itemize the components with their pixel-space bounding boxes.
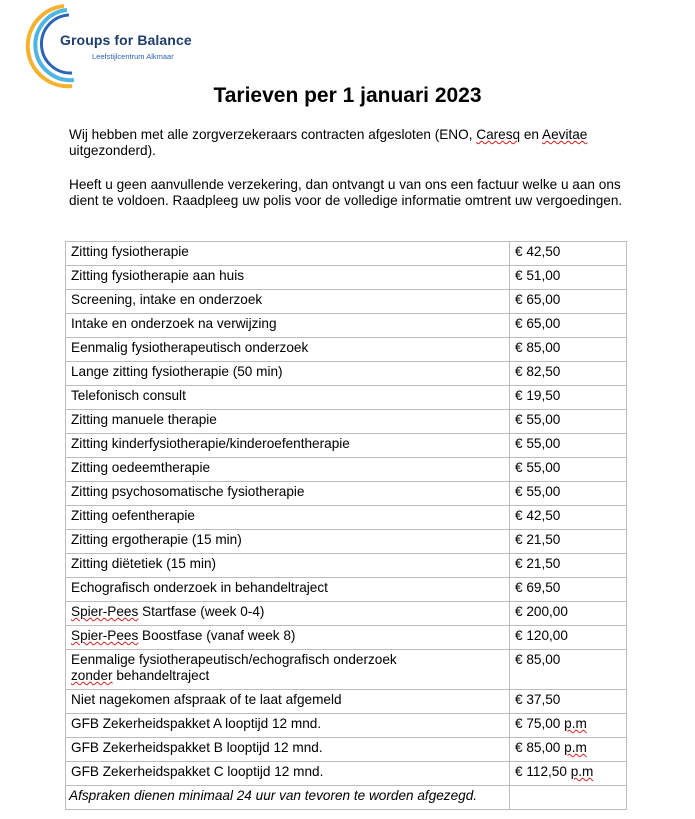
rate-item-brand: Spier-Pees: [71, 604, 139, 619]
rate-price: € 21,50: [510, 554, 627, 578]
rate-item: Zitting kinderfysiotherapie/kinderoefentherapie: [66, 434, 510, 458]
rate-price: € 85,00: [510, 650, 627, 690]
rate-item: Zitting psychosomatische fysiotherapie: [66, 482, 510, 506]
rate-price: € 19,50: [510, 386, 627, 410]
rate-item-text: Startfase (week 0-4): [138, 604, 265, 619]
table-row: [66, 266, 627, 290]
rate-item: Zitting diëtetiek (15 min): [66, 554, 510, 578]
insurer-aevitae: Aevitae: [542, 127, 588, 142]
rate-price: [510, 786, 627, 810]
table-row: [66, 714, 627, 738]
table-row: [66, 738, 627, 762]
rate-item-brand: Spier-Pees: [71, 628, 139, 643]
rate-price: € 55,00: [510, 434, 627, 458]
rate-item: Echografisch onderzoek in behandeltraject: [66, 578, 510, 602]
page-title: Tarieven per 1 januari 2023: [213, 84, 482, 107]
table-row: [66, 290, 627, 314]
logo-subtitle: Leefstijlcentrum Alkmaar: [92, 52, 174, 61]
intro-text: Wij hebben met alle zorgverzekeraars contracten afgesloten (ENO,: [69, 127, 477, 142]
rate-price: € 65,00: [510, 290, 627, 314]
rate-price: € 65,00: [510, 314, 627, 338]
table-row: [66, 314, 627, 338]
rate-item-word: zonder: [71, 668, 113, 683]
footer-note: Afspraken dienen minimaal 24 uur van tevoren te worden afgezegd.: [69, 788, 478, 803]
table-row: [66, 690, 627, 714]
rate-price-amount: € 85,00: [515, 740, 565, 755]
table-row: [66, 242, 627, 266]
rate-price: [510, 738, 627, 762]
table-row: [66, 362, 627, 386]
rate-item: [66, 626, 510, 650]
intro-text: uitgezonderd).: [69, 143, 156, 158]
rate-item: [66, 650, 510, 690]
rate-price: [510, 714, 627, 738]
rate-price: € 21,50: [510, 530, 627, 554]
rate-price: € 51,00: [510, 266, 627, 290]
rate-item: GFB Zekerheidspakket A looptijd 12 mnd.: [66, 714, 510, 738]
rate-price: € 42,50: [510, 242, 627, 266]
table-row: [66, 506, 627, 530]
rate-item: Lange zitting fysiotherapie (50 min): [66, 362, 510, 386]
rate-price-unit: p.m: [564, 716, 587, 731]
table-row: [66, 458, 627, 482]
rate-price: [510, 762, 627, 786]
logo-name: Groups for Balance: [60, 32, 192, 48]
rate-item: Screening, intake en onderzoek: [66, 290, 510, 314]
rate-item: GFB Zekerheidspakket C looptijd 12 mnd.: [66, 762, 510, 786]
table-row: [66, 410, 627, 434]
rate-price: € 120,00: [510, 626, 627, 650]
table-row: [66, 530, 627, 554]
rate-price: € 85,00: [510, 338, 627, 362]
rates-table: [65, 241, 627, 810]
rate-item: Intake en onderzoek na verwijzing: [66, 314, 510, 338]
table-row: [66, 626, 627, 650]
rate-price: € 200,00: [510, 602, 627, 626]
intro-paragraph-invoice: Heeft u geen aanvullende verzekering, dan ontvangt u van ons een factuur welke u aan ons dient te voldoen. Raadpleeg uw polis voor de volledige informatie omtrent uw vergoedingen.: [69, 177, 623, 208]
rate-item: Zitting manuele therapie: [66, 410, 510, 434]
rate-price-unit: p.m: [570, 764, 594, 779]
rate-item-text: behandeltraject: [112, 668, 210, 683]
table-row: [66, 434, 627, 458]
insurer-caresq: Caresq: [476, 127, 521, 142]
rate-item: Eenmalig fysiotherapeutisch onderzoek: [66, 338, 510, 362]
rate-price: € 42,50: [510, 506, 627, 530]
rate-price: € 55,00: [510, 410, 627, 434]
intro-text: en: [520, 127, 543, 142]
rate-item-line1: Eenmalige fysiotherapeutisch/echografisch onderzoek: [71, 652, 397, 667]
table-row: [66, 602, 627, 626]
rate-item: Telefonisch consult: [66, 386, 510, 410]
table-row: [66, 554, 627, 578]
rate-price-amount: € 112,50: [515, 764, 571, 779]
rate-price-unit: p.m: [564, 740, 587, 755]
rate-item: Zitting fysiotherapie aan huis: [66, 266, 510, 290]
logo: [12, 2, 212, 92]
rate-price: € 82,50: [510, 362, 627, 386]
rate-item: GFB Zekerheidspakket B looptijd 12 mnd.: [66, 738, 510, 762]
rate-price: € 69,50: [510, 578, 627, 602]
rate-item: Zitting ergotherapie (15 min): [66, 530, 510, 554]
table-row: [66, 482, 627, 506]
table-row: [66, 650, 627, 690]
rate-item: Niet nagekomen afspraak of te laat afgemeld: [66, 690, 510, 714]
rate-item: Zitting oedeemtherapie: [66, 458, 510, 482]
rate-item: Zitting oefentherapie: [66, 506, 510, 530]
table-row: [66, 762, 627, 786]
rate-item: Zitting fysiotherapie: [66, 242, 510, 266]
rate-price: € 55,00: [510, 458, 627, 482]
rate-item: [66, 602, 510, 626]
rate-price-amount: € 75,00: [515, 716, 565, 731]
intro-paragraph-contracts: [69, 127, 649, 159]
rate-price: € 55,00: [510, 482, 627, 506]
rate-price: € 37,50: [510, 690, 627, 714]
table-row: [66, 338, 627, 362]
rate-item-text: Boostfase (vanaf week 8): [138, 628, 296, 643]
table-row: [66, 386, 627, 410]
table-row: [66, 578, 627, 602]
